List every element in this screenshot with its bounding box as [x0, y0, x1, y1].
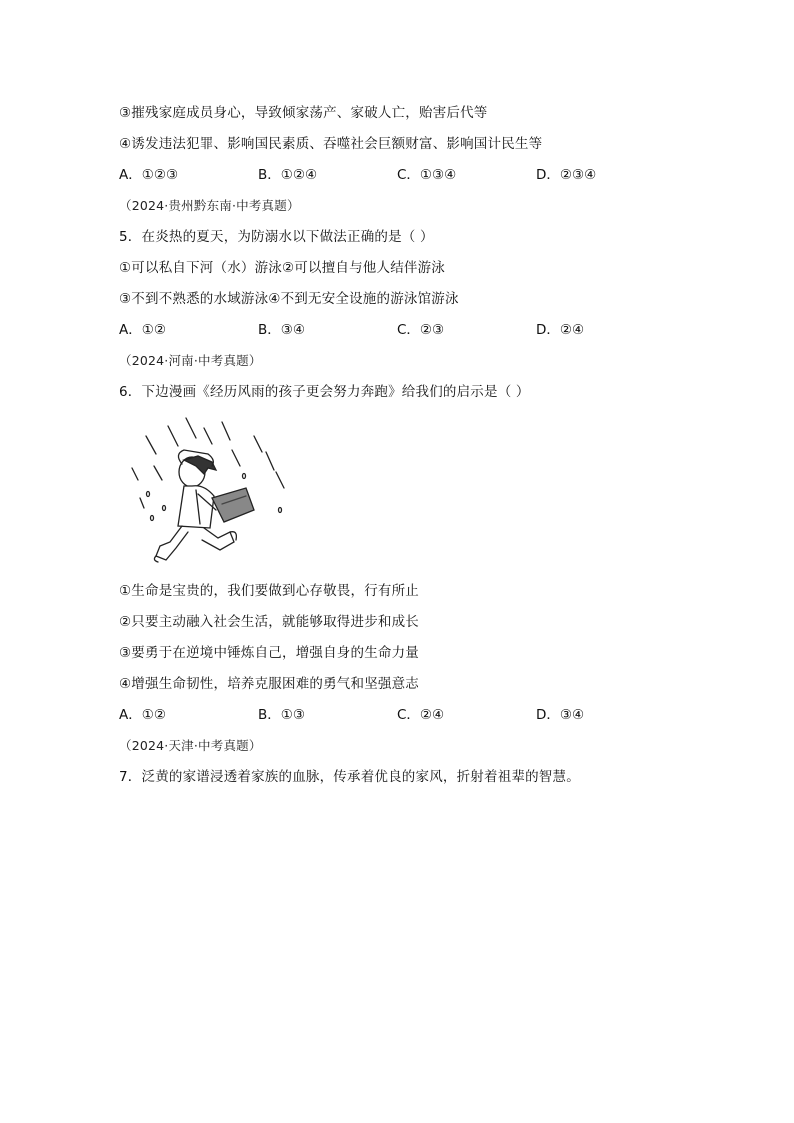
q6-source: （2024·河南·中考真题）: [119, 353, 262, 368]
q5-option-d: D．②④: [536, 322, 585, 338]
q4-option-b: B．①②④: [258, 167, 318, 183]
running-child-in-rain-cartoon: [126, 414, 302, 572]
q6-option-d: D．③④: [536, 707, 585, 723]
q5-option-a: A．①②: [119, 322, 166, 338]
q5-stem: 5．在炎热的夏天，为防溺水以下做法正确的是（ ）: [119, 229, 434, 245]
q6-item-4: ④增强生命韧性，培养克服困难的勇气和坚强意志: [119, 676, 420, 692]
q5-source: （2024·贵州黔东南·中考真题）: [119, 198, 300, 213]
q4-option-d: D．②③④: [536, 167, 597, 183]
q5-options: [119, 321, 719, 339]
q4-item-3: ③摧残家庭成员身心，导致倾家荡产、家破人亡，贻害后代等: [119, 105, 488, 121]
q5-line-2: ③不到不熟悉的水域游泳④不到无安全设施的游泳馆游泳: [119, 291, 459, 307]
q6-item-1: ①生命是宝贵的，我们要做到心存敬畏，行有所止: [119, 583, 420, 599]
q4-option-a: A．①②③: [119, 167, 179, 183]
q6-option-a: A．①②: [119, 707, 166, 723]
q7-source: （2024·天津·中考真题）: [119, 738, 262, 753]
q6-item-3: ③要勇于在逆境中锤炼自己，增强自身的生命力量: [119, 645, 420, 661]
q5-line-1: ①可以私自下河（水）游泳②可以擅自与他人结伴游泳: [119, 260, 446, 276]
q4-item-4: ④诱发违法犯罪、影响国民素质、吞噬社会巨额财富、影响国计民生等: [119, 136, 543, 152]
q4-option-c: C．①③④: [397, 167, 457, 183]
q5-option-c: C．②③: [397, 322, 445, 338]
q4-options: [119, 166, 719, 184]
q6-option-c: C．②④: [397, 707, 445, 723]
q6-stem: 6．下边漫画《经历风雨的孩子更会努力奔跑》给我们的启示是（ ）: [119, 384, 530, 400]
q6-item-2: ②只要主动融入社会生活，就能够取得进步和成长: [119, 614, 420, 630]
q5-option-b: B．③④: [258, 322, 305, 338]
q6-options: [119, 706, 719, 724]
q7-stem: 7．泛黄的家谱浸透着家族的血脉，传承着优良的家风，折射着祖辈的智慧。: [119, 769, 580, 785]
q6-option-b: B．①③: [258, 707, 305, 723]
